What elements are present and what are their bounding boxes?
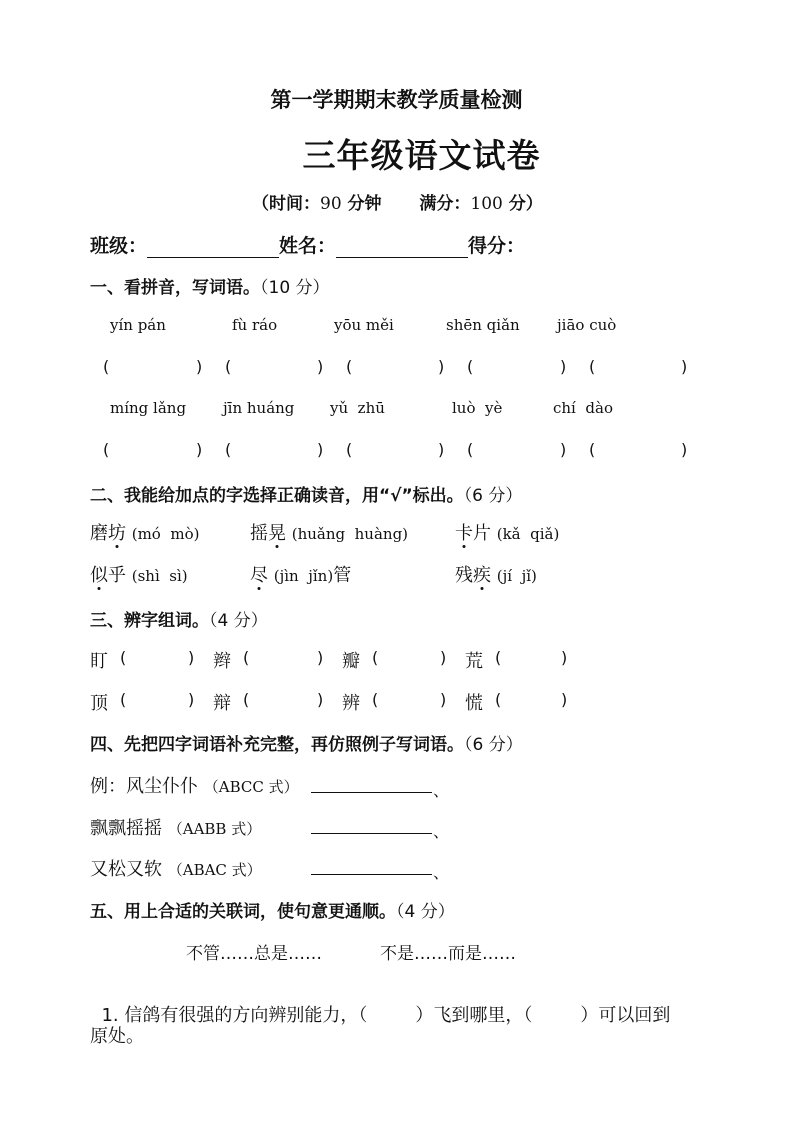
q1-heading bbox=[90, 273, 330, 298]
time-value: 90 bbox=[320, 194, 342, 214]
paren: ) bbox=[196, 357, 203, 376]
q2-item: 尽 (jìn jǐn)管 bbox=[250, 565, 352, 586]
char: 慌 bbox=[465, 693, 483, 714]
pronunciation-options[interactable]: (shì sì) bbox=[131, 567, 188, 585]
q5-heading bbox=[90, 897, 455, 922]
q4-item bbox=[90, 772, 299, 798]
q2-heading-text: 二、我能给加点的字选择正确读音，用“√”标出。 bbox=[90, 486, 464, 506]
exam-subtitle: 第一学期期末教学质量检测 bbox=[270, 88, 523, 112]
class-label: 班级： bbox=[90, 235, 148, 257]
pronunciation-options[interactable]: (kǎ qiǎ) bbox=[496, 525, 560, 543]
pronunciation-options[interactable]: (huǎng huàng) bbox=[291, 525, 409, 543]
q1-heading-text: 一、看拼音，写词语。 bbox=[90, 278, 260, 298]
paren-open: ( bbox=[372, 648, 379, 667]
dotted-char: 似 bbox=[90, 565, 108, 586]
paren: ( bbox=[467, 440, 474, 459]
paren: ( bbox=[225, 357, 232, 376]
score-label: 满分： bbox=[419, 194, 471, 214]
answer-line[interactable] bbox=[311, 833, 432, 834]
paren: ( bbox=[225, 440, 232, 459]
paren: ( bbox=[589, 357, 596, 376]
paren: ) bbox=[317, 440, 324, 459]
sentence-part: ）可以回到 bbox=[580, 1005, 671, 1026]
paren: ( bbox=[346, 357, 353, 376]
paren-open: ( bbox=[243, 648, 250, 667]
answer-line[interactable] bbox=[311, 792, 432, 793]
dotted-char: 晃 bbox=[268, 523, 286, 544]
q2-item: 摇晃 (huǎng huàng) bbox=[250, 523, 409, 544]
name-blank[interactable] bbox=[336, 237, 468, 258]
paren-open: ( bbox=[120, 648, 127, 667]
pronunciation-options[interactable]: (jí jǐ) bbox=[496, 567, 537, 585]
char: 辩 bbox=[213, 693, 231, 714]
q4-item bbox=[90, 855, 262, 881]
q4-heading-text: 四、先把四字词语补充完整，再仿照例子写词语。 bbox=[90, 735, 464, 755]
paren: ( bbox=[589, 440, 596, 459]
paren-open: ( bbox=[495, 648, 502, 667]
paren-open: ( bbox=[495, 690, 502, 709]
paren: ( bbox=[346, 440, 353, 459]
dotted-char: 尽 bbox=[250, 565, 268, 586]
paren-open: ( bbox=[120, 690, 127, 709]
paren: ) bbox=[681, 357, 688, 376]
paren-close: ) bbox=[561, 648, 568, 667]
paren: ) bbox=[196, 440, 203, 459]
pinyin: míng lǎng bbox=[110, 399, 187, 417]
paren-close: ) bbox=[188, 690, 195, 709]
word: 又松又软 bbox=[90, 859, 162, 880]
student-info bbox=[90, 231, 525, 258]
paren: ) bbox=[438, 440, 445, 459]
paren: ( bbox=[103, 357, 110, 376]
paren: ) bbox=[560, 357, 567, 376]
q3-heading-text: 三、辨字组词。 bbox=[90, 611, 209, 631]
paren: ( bbox=[467, 357, 474, 376]
word: 飘飘摇摇 bbox=[90, 818, 162, 839]
paren-close: ) bbox=[317, 690, 324, 709]
pronunciation-options[interactable]: (mó mò) bbox=[131, 525, 200, 543]
char: 荒 bbox=[465, 651, 483, 672]
pinyin: jiāo cuò bbox=[557, 316, 617, 334]
q4-heading bbox=[90, 730, 523, 755]
class-blank[interactable] bbox=[147, 237, 279, 258]
name-label: 姓名： bbox=[279, 235, 337, 257]
q3-heading bbox=[90, 606, 268, 631]
exam-meta bbox=[252, 189, 543, 214]
conjunction-choice: 不是……而是…… bbox=[380, 944, 516, 964]
pinyin: yín pán bbox=[110, 316, 166, 334]
paren-close: ) bbox=[317, 648, 324, 667]
paren-open: ( bbox=[372, 690, 379, 709]
paren-close: ) bbox=[440, 648, 447, 667]
char: 辫 bbox=[213, 651, 231, 672]
separator: 、 bbox=[433, 863, 450, 882]
char: 瓣 bbox=[342, 651, 360, 672]
score-value: 100 bbox=[470, 194, 503, 214]
q5-heading-text: 五、用上合适的关联词，使句意更通顺。 bbox=[90, 902, 396, 922]
exam-title: 三年级语文试卷 bbox=[302, 136, 541, 175]
char: 顶 bbox=[90, 693, 108, 714]
paren-close: ) bbox=[440, 690, 447, 709]
q2-item: 残疾 (jí jǐ) bbox=[455, 565, 537, 586]
q2-item: 磨坊 (mó mò) bbox=[90, 523, 200, 544]
pinyin: fù ráo bbox=[232, 316, 278, 334]
word: 例：风尘仆仆 bbox=[90, 776, 198, 797]
score-unit: 分） bbox=[502, 194, 543, 214]
pattern: （ABCC 式） bbox=[203, 778, 299, 796]
pinyin: chí dào bbox=[553, 399, 613, 417]
conjunction-choice: 不管……总是…… bbox=[186, 944, 322, 964]
dotted-char: 卡 bbox=[455, 523, 473, 544]
paren: ) bbox=[317, 357, 324, 376]
q5-sentence-1-continued: 原处。 bbox=[90, 1026, 144, 1047]
pattern: （AABB 式） bbox=[167, 820, 262, 838]
dotted-char: 坊 bbox=[108, 523, 126, 544]
q2-item: 似乎 (shì sì) bbox=[90, 565, 188, 586]
score-field-label: 得分： bbox=[468, 235, 526, 257]
char: 辨 bbox=[342, 693, 360, 714]
answer-line[interactable] bbox=[311, 874, 432, 875]
char: 盯 bbox=[90, 651, 108, 672]
q1-points: （10 分） bbox=[260, 278, 330, 298]
q2-points: （6 分） bbox=[463, 486, 523, 506]
pattern: （ABAC 式） bbox=[167, 861, 262, 879]
q5-points: （4 分） bbox=[396, 902, 455, 922]
q5-sentence-1 bbox=[90, 980, 670, 1027]
paren: ( bbox=[103, 440, 110, 459]
paren: ) bbox=[438, 357, 445, 376]
pinyin: yōu měi bbox=[334, 316, 394, 334]
time-unit: 分钟 bbox=[341, 194, 382, 214]
pinyin: luò yè bbox=[452, 399, 503, 417]
time-label: （时间： bbox=[252, 194, 320, 214]
sentence-part: ）飞到哪里，（ bbox=[415, 1005, 533, 1026]
pinyin: shēn qiǎn bbox=[446, 316, 520, 334]
paren-open: ( bbox=[243, 690, 250, 709]
paren: ) bbox=[560, 440, 567, 459]
q2-heading bbox=[90, 481, 522, 506]
pronunciation-options[interactable]: (jìn jǐn) bbox=[273, 567, 334, 585]
separator: 、 bbox=[433, 822, 450, 841]
paren: ) bbox=[681, 440, 688, 459]
q4-item bbox=[90, 814, 261, 840]
pinyin: jīn huáng bbox=[223, 399, 295, 417]
pinyin: yǔ zhū bbox=[330, 399, 385, 417]
paren-close: ) bbox=[561, 690, 568, 709]
q2-item: 卡片 (kǎ qiǎ) bbox=[455, 523, 560, 544]
paren-close: ) bbox=[188, 648, 195, 667]
dotted-char: 疾 bbox=[473, 565, 491, 586]
separator: 、 bbox=[433, 781, 450, 800]
sentence-part: 1. 信鸽有很强的方向辨别能力，（ bbox=[101, 1005, 368, 1026]
q3-points: （4 分） bbox=[209, 611, 268, 631]
q4-points: （6 分） bbox=[464, 735, 523, 755]
